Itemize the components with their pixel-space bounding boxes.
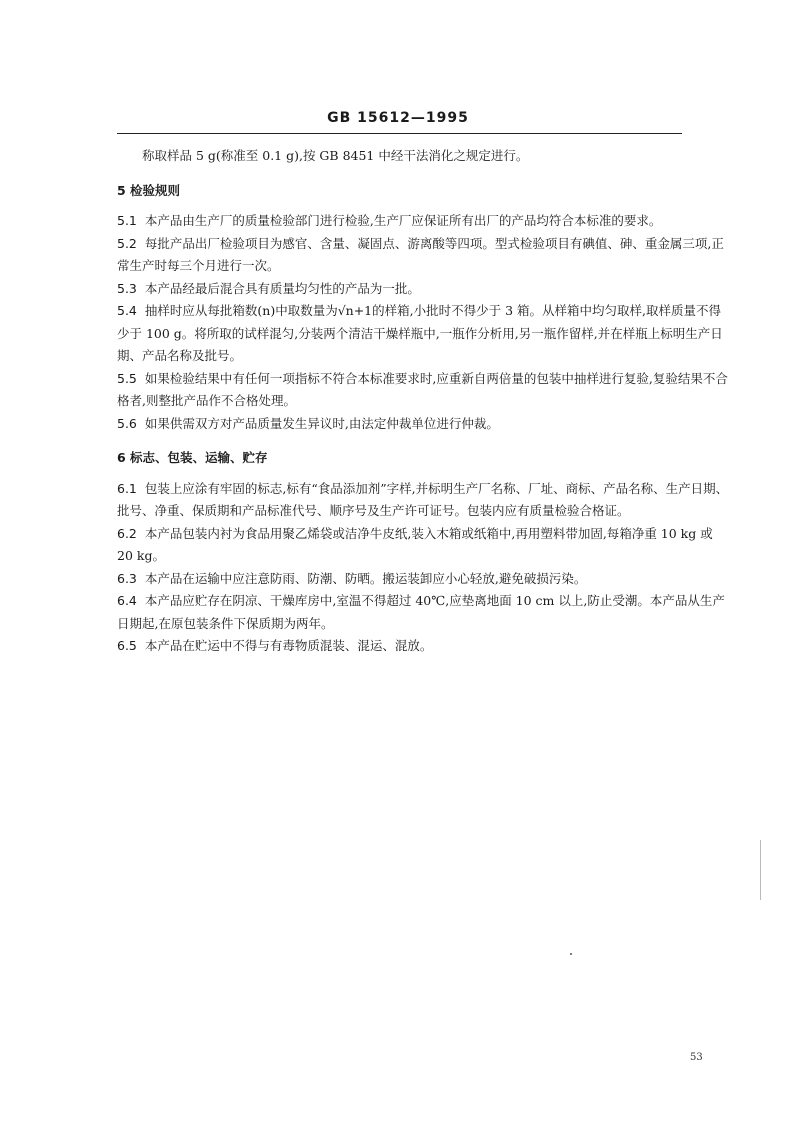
header-rule xyxy=(117,133,682,134)
clause-number: 5.5 xyxy=(117,370,137,386)
clause-number: 5.3 xyxy=(117,280,137,296)
clause-5-5 xyxy=(117,368,729,413)
standard-header: GB 15612—1995 xyxy=(327,110,469,126)
clause-number: 6.1 xyxy=(117,480,137,496)
clause-5-6 xyxy=(117,413,729,436)
clause-5-2 xyxy=(117,233,729,278)
clause-number: 5.6 xyxy=(117,415,137,431)
page-number: 53 xyxy=(690,1052,703,1063)
clause-6-2 xyxy=(117,523,729,568)
clause-number: 5.2 xyxy=(117,235,137,251)
clause-text: 如果供需双方对产品质量发生异议时,由法定仲裁单位进行仲裁。 xyxy=(144,415,499,431)
clause-text: 包装上应涂有牢固的标志,标有“食品添加剂”字样,并标明生产厂名称、厂址、商标、产品名称、生产日期、批号、净重、保质期和产品标准代号、顺序号及生产许可证号。包装内应有质量检验合格证。 xyxy=(117,480,729,518)
clause-6-3 xyxy=(117,568,729,591)
scan-streak xyxy=(760,840,761,900)
intro-paragraph: 称取样品 5 g(称准至 0.1 g),按 GB 8451 中经干法消化之规定进行。 xyxy=(142,148,529,163)
scan-speck xyxy=(570,953,572,955)
clause-5-1 xyxy=(117,210,729,233)
clause-number: 6.4 xyxy=(117,593,137,608)
clause-6-1 xyxy=(117,478,729,523)
clause-text: 如果检验结果中有任何一项指标不符合本标准要求时,应重新自两倍量的包装中抽样进行复验,复验结果不合格者,则整批产品作不合格处理。 xyxy=(117,370,728,408)
section-heading: 5 检验规则 xyxy=(117,182,181,198)
document-body xyxy=(117,145,729,658)
clause-text: 本产品包装内衬为食品用聚乙烯袋或洁净牛皮纸,装入木箱或纸箱中,再用塑料带加固,每箱净重 10 kg 或 20 kg。 xyxy=(117,525,713,563)
clause-text: 本产品应贮存在阴凉、干燥库房中,室温不得超过 40℃,应垫离地面 10 cm 以上,防止受潮。本产品从生产日期起,在原包装条件下保质期为两年。 xyxy=(117,593,725,631)
clause-number: 5.4 xyxy=(117,303,137,318)
clause-number: 6.5 xyxy=(117,638,137,653)
clause-6-4 xyxy=(117,590,729,635)
clause-number: 6.3 xyxy=(117,570,137,586)
clause-text: 本产品经最后混合具有质量均匀性的产品为一批。 xyxy=(144,280,420,296)
clause-text: 抽样时应从每批箱数(n)中取数量为√n+1的样箱,小批时不得少于 3 箱。从样箱中均匀取样,取样质量不得少于 100 g。将所取的试样混匀,分装两个清洁干燥样瓶中,一瓶作分析用,另一瓶作留样,并在样瓶上标明生产日期、产品名称及批号。 xyxy=(117,303,723,363)
clause-number: 6.2 xyxy=(117,525,137,541)
clause-text: 本产品在运输中应注意防雨、防潮、防晒。搬运装卸应小心轻放,避免破损污染。 xyxy=(144,570,587,586)
section-heading: 6 标志、包装、运输、贮存 xyxy=(117,450,268,465)
section-5 xyxy=(117,180,729,436)
clause-text: 本产品由生产厂的质量检验部门进行检验,生产厂应保证所有出厂的产品均符合本标准的要求。 xyxy=(144,213,662,228)
clause-text: 每批产品出厂检验项目为感官、含量、凝固点、游离酸等四项。型式检验项目有碘值、砷、重金属三项,正常生产时每三个月进行一次。 xyxy=(117,235,724,273)
clause-number: 5.1 xyxy=(117,213,137,228)
clause-5-4 xyxy=(117,300,729,368)
clause-text: 本产品在贮运中不得与有毒物质混装、混运、混放。 xyxy=(144,638,433,653)
clause-5-3 xyxy=(117,278,729,301)
clause-6-5 xyxy=(117,635,729,658)
section-6 xyxy=(117,447,729,658)
